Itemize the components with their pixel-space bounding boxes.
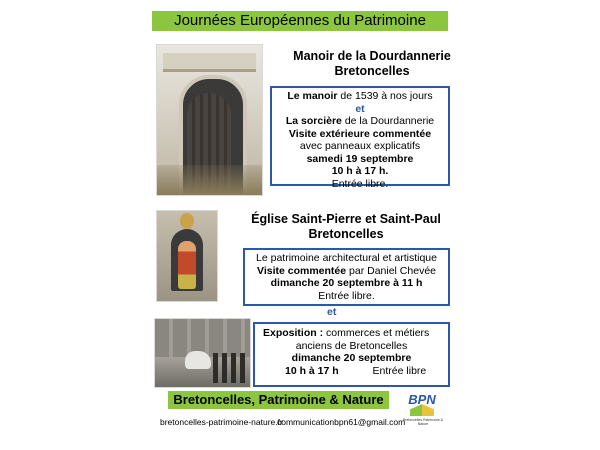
header-banner: Journées Européennes du Patrimoine [152,11,448,31]
footer-banner: Bretoncelles, Patrimoine & Nature [168,391,389,409]
event1-date-text: samedi 19 septembre [306,152,414,165]
event2-details-box [243,248,450,306]
event1-date [272,153,448,166]
event2-title [240,212,452,242]
event2-visit-bold: Visite commentée [257,264,347,277]
event1-title-line2: Bretoncelles [334,64,410,78]
event3-label-rest: commerces et métiers [323,327,430,339]
event1-and: et [355,102,365,115]
bpn-logo [402,392,444,430]
event3-label-bold: Exposition : [263,327,324,339]
event1-title [272,49,472,79]
street-people [213,353,247,383]
event1-visit [272,128,448,141]
event3-date [255,352,448,365]
event2-title-line2: Bretoncelles [308,227,384,241]
door-vegetation [157,165,262,195]
event1-l1-rest: de 1539 à nos jours [337,90,433,102]
footer-website[interactable]: bretoncelles-patrimoine-nature.fr [160,417,283,427]
event2-visit [245,265,448,278]
event1-line1 [272,90,448,103]
event3-hours-row [255,365,448,378]
event1-panels: avec panneaux explicatifs [299,140,421,152]
event3-entry: Entrée libre [372,364,427,377]
event3-line1 [255,327,448,340]
manor-door-photo [156,44,263,196]
event1-hours-text: 10 h à 17 h. [331,165,389,177]
between-events-and: et [327,306,337,318]
event3-hours: 10 h à 17 h [285,364,339,377]
event1-visit-text: Visite extérieure commentée [288,127,432,140]
statue-bust [180,213,194,229]
event3-details-box [253,322,450,387]
door-cornice [163,53,256,72]
event2-title-line1: Église Saint-Pierre et Saint-Paul [251,212,441,226]
logo-subtitle: Bretoncelles Patrimoine & Nature [402,418,444,426]
event2-date [245,277,448,290]
street-horse [185,351,211,369]
event3-date-text: dimanche 20 septembre [291,352,412,364]
event2-line1: Le patrimoine architectural et artistique [256,252,437,264]
event1-hours [272,165,448,178]
church-statue-photo [156,210,218,302]
event1-l1-bold: Le manoir [287,90,338,102]
event2-entry: Entrée libre. [318,289,375,302]
event3-line2: anciens de Bretoncelles [295,339,408,352]
logo-letters: BPN [408,392,436,407]
event1-title-line1: Manoir de la Dourdannerie [293,49,451,63]
event2-visit-rest: par Daniel Chevée [346,264,436,277]
footer-email[interactable]: communicationbpn61@gmail.com [277,417,406,427]
old-street-photo [154,318,251,388]
event1-details-box [270,86,450,190]
event1-l2-rest: de la Dourdannerie [341,115,435,127]
event1-entry: Entrée libre. [331,177,389,190]
event1-line2 [272,115,448,128]
statue-figure [178,241,196,289]
event2-date-text: dimanche 20 septembre à 11 h [270,277,423,289]
event1-l2-bold: La sorcière [285,115,342,127]
